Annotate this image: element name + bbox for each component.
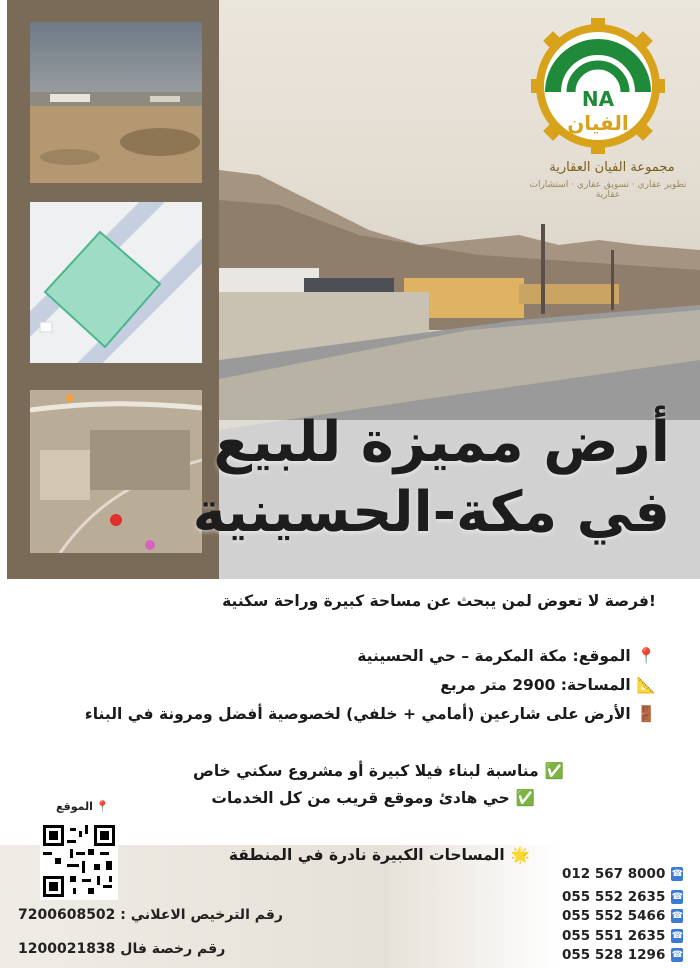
thumbnail-sidebar bbox=[7, 0, 219, 579]
location-qr-code[interactable] bbox=[40, 822, 118, 900]
logo-text: الفيان bbox=[567, 111, 629, 135]
phone-number[interactable] bbox=[562, 889, 683, 905]
phone-text[interactable]: 055 552 5466 bbox=[562, 908, 666, 924]
check-icon: ✅ bbox=[544, 762, 564, 780]
location-line bbox=[357, 647, 656, 665]
brand-name: مجموعة الفيان العقارية bbox=[549, 160, 675, 175]
phone-text[interactable]: 012 567 8000 bbox=[562, 866, 666, 882]
phone-icon: ☎ bbox=[671, 911, 683, 921]
intro-text: فرصة لا تعوض لمن يبحث عن مساحة كبيرة وراحة سكنية! bbox=[222, 592, 656, 610]
ruler-icon: 📐 bbox=[636, 676, 656, 694]
streets-line bbox=[85, 705, 656, 723]
brand-logo bbox=[531, 16, 665, 156]
qr-label-text: الموقع bbox=[56, 800, 93, 813]
rare-line bbox=[229, 846, 530, 864]
logo-letters: NA bbox=[581, 87, 615, 111]
pin-icon: 📍 bbox=[636, 647, 656, 665]
fal-license-number: رقم رخصة فال 1200021838 bbox=[18, 941, 226, 957]
area-text: المساحة: 2900 متر مربع bbox=[440, 676, 631, 694]
pin-icon: 📍 bbox=[95, 800, 110, 813]
phone-text[interactable]: 055 528 1296 bbox=[562, 947, 666, 963]
rare-text: المساحات الكبيرة نادرة في المنطقة bbox=[228, 846, 505, 864]
check-icon: ✅ bbox=[515, 789, 535, 807]
phone-number[interactable] bbox=[562, 908, 683, 924]
star-icon: 🌟 bbox=[510, 846, 530, 864]
phone-number[interactable] bbox=[562, 866, 683, 882]
qr-label bbox=[56, 800, 110, 813]
headline-line1: أرض مميزة للبيع bbox=[213, 410, 670, 475]
location-text: الموقع: مكة المكرمة – حي الحسينية bbox=[357, 647, 631, 665]
brand-tagline: تطوير عقاري · تسويق عقاري · استشارات عقارية bbox=[529, 180, 687, 200]
land-photo-thumbnail bbox=[30, 22, 202, 183]
feature1-text: مناسبة لبناء فيلا كبيرة أو مشروع سكني خاص bbox=[192, 762, 539, 780]
feature2-text: حي هادئ وموقع قريب من كل الخدمات bbox=[211, 789, 510, 807]
door-icon: 🚪 bbox=[636, 705, 656, 723]
phone-number[interactable] bbox=[562, 947, 683, 963]
streets-text: الأرض على شارعين (أمامي + خلفي) لخصوصية أفضل ومرونة في البناء bbox=[84, 705, 631, 723]
phone-text[interactable]: 055 551 2635 bbox=[562, 928, 666, 944]
satellite-map-thumbnail bbox=[30, 390, 202, 553]
feature2-line bbox=[211, 789, 535, 807]
phone-icon: ☎ bbox=[671, 892, 683, 902]
phone-icon: ☎ bbox=[671, 931, 683, 941]
phone-icon: ☎ bbox=[671, 869, 683, 879]
phone-number[interactable] bbox=[562, 928, 683, 944]
area-line bbox=[440, 676, 656, 694]
phone-icon: ☎ bbox=[671, 950, 683, 960]
phone-text[interactable]: 055 552 2635 bbox=[562, 889, 666, 905]
plot-map-thumbnail bbox=[30, 202, 202, 363]
feature1-line bbox=[193, 762, 564, 780]
ad-license-number: رقم الترخيص الاعلاني : 7200608502 bbox=[18, 907, 283, 923]
headline-line2: في مكة-الحسينية bbox=[192, 480, 670, 545]
